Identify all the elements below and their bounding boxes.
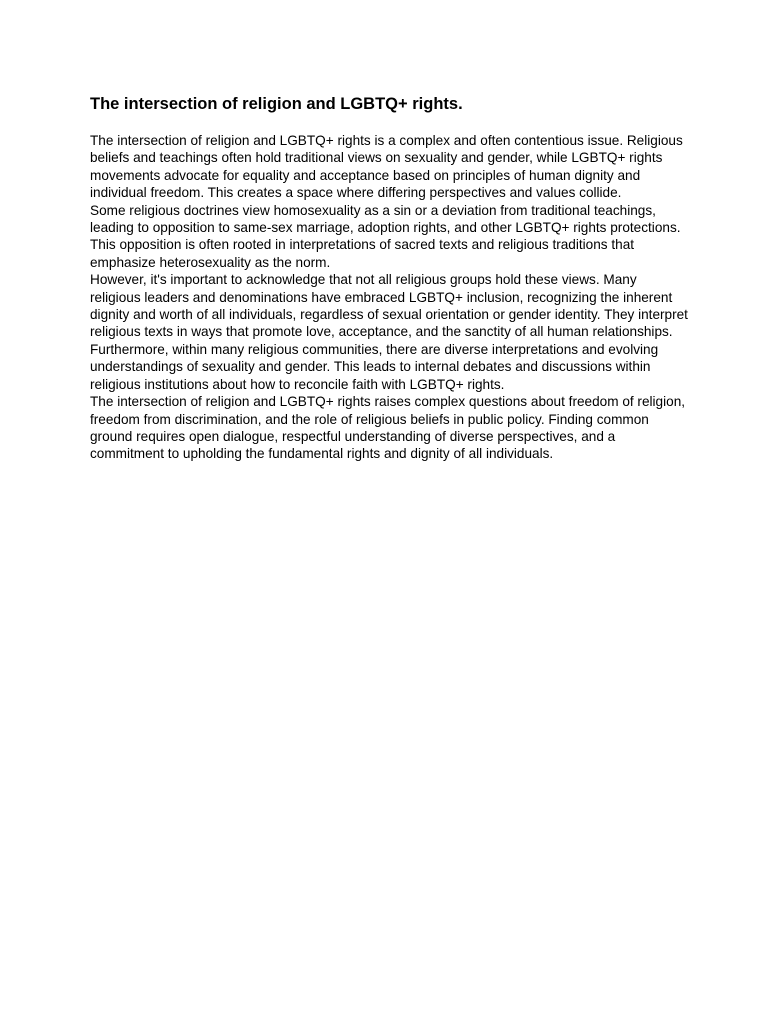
paragraph-1: The intersection of religion and LGBTQ+ rights is a complex and often contentious issue. Religious beliefs and teachings often hold traditional views on sexuality and gender, while LGBTQ+ rights movements advocate for equality and acceptance based on principles of human dignity and individual freedom. This creates a space where differing perspectives and values collide. [90,133,683,201]
paragraph-2: Some religious doctrines view homosexuality as a sin or a deviation from traditional teachings, leading to opposition to same-sex marriage, adoption rights, and other LGBTQ+ rights protections. This opposition is often rooted in interpretations of sacred texts and religious traditions that emphasize heterosexuality as the norm. [90,202,681,270]
document-title: The intersection of religion and LGBTQ+ rights. [90,95,463,113]
document-body [90,132,690,463]
document-page [90,92,690,463]
paragraph-3: However, it's important to acknowledge that not all religious groups hold these views. Many religious leaders and denominations have embraced LGBTQ+ inclusion, recognizing the inherent dignity and worth of all individuals, regardless of sexual orientation or gender identity. They interpret religious texts in ways that promote love, acceptance, and the sanctity of all human relationships. [90,272,688,340]
paragraph-5: The intersection of religion and LGBTQ+ rights raises complex questions about freedom of religion, freedom from discrimination, and the role of religious beliefs in public policy. Finding common ground requires open dialogue, respectful understanding of diverse perspectives, and a commitment to upholding the fundamental rights and dignity of all individuals. [90,394,686,462]
paragraph-4: Furthermore, within many religious communities, there are diverse interpretations and evolving understandings of sexuality and gender. This leads to internal debates and discussions within religious institutions about how to reconcile faith with LGBTQ+ rights. [90,341,659,392]
